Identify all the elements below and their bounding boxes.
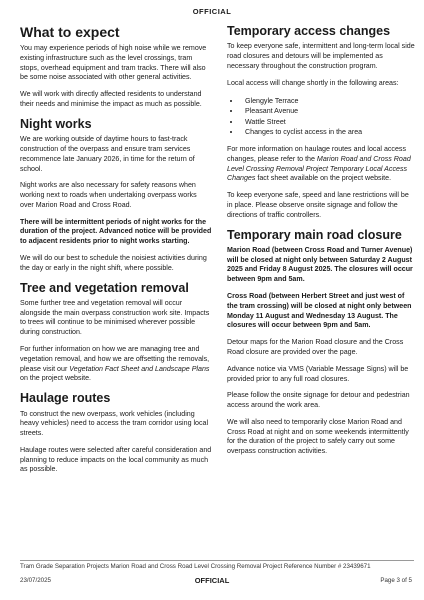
temporary-access-text-prefix: For more information on haulage routes and local access changes, please refer to the	[227, 145, 407, 163]
right-column	[227, 24, 415, 464]
list-item: • Wattle Street	[241, 117, 415, 128]
what-to-expect-heading: What to expect	[20, 24, 120, 40]
temporary-access-paragraph-1: To keep everyone safe, intermittent and long-term local side road closures and detours will be implemented as necessary throughout the construction program.	[227, 42, 415, 70]
cross-road-closure-notice: Cross Road (between Herbert Street and just west of the tram crossing) will be closed at night only between Monday 11 August and Wednesday 13 August. The closures will occur between 9pm and 5am.	[227, 292, 412, 330]
night-works-paragraph-1: We are working outside of daytime hours to fast-track construction of the overpass and ensure tram services recommence late January 2026, in time for the return of school.	[20, 135, 195, 173]
left-column	[20, 24, 212, 482]
tree-removal-text-prefix: For further information on how we are managing tree and vegetation removal, and how we are offsetting the removals, please visit our	[20, 345, 210, 373]
tree-removal-paragraph-2	[20, 345, 212, 384]
vegetation-fact-sheet-reference: Vegetation Fact Sheet and Landscape Plans	[69, 364, 210, 373]
main-road-closure-paragraph-3: Detour maps for the Marion Road closure and the Cross Road closure are provided over the page.	[227, 338, 404, 356]
main-road-closure-paragraph-5: Please follow the onsite signage for detour and pedestrian access around the work area.	[227, 391, 410, 410]
night-works-paragraph-2: Night works are also necessary for safety reasons when working next to roads when undertaking overpass works over Marion Road and Cross Road.	[20, 181, 197, 209]
temporary-access-paragraph-3	[227, 145, 415, 184]
access-change-list	[227, 96, 415, 139]
haulage-routes-heading: Haulage routes	[20, 391, 111, 406]
list-item: • Glengyle Terrace	[241, 96, 415, 107]
temporary-access-heading: Temporary access changes	[227, 24, 391, 38]
what-to-expect-paragraph-1: You may experience periods of high noise while we remove existing infrastructure such as the level crossings, tram stops, overhead equipment and tram tracks. There will also be some noise associated with other general activities.	[20, 44, 207, 82]
night-works-notice: There will be intermittent periods of night works for the duration of the project. Advanced notice will be provided to adjacent residents prior to night works starting.	[20, 217, 212, 246]
footer-divider	[20, 560, 414, 561]
tree-removal-heading: Tree and vegetation removal	[20, 280, 189, 295]
what-to-expect-paragraph-2: We will work with directly affected residents to understand their needs and minimise the impact as much as possible.	[20, 90, 202, 108]
list-item: • Changes to cyclist access in the area	[241, 127, 415, 138]
night-works-heading: Night works	[20, 116, 92, 131]
main-road-closure-paragraph-6: We will also need to temporarily close Marion Road and Cross Road at night and on some weekends intermittently for the duration of the project to safely carry out some overpass construction activities.	[227, 417, 409, 456]
tree-removal-paragraph-1: Some further tree and vegetation removal will occur alongside the main overpass construction work site. Impacts to trees will continue to be minimised wherever possible during construction.	[20, 298, 210, 337]
temporary-access-text-suffix: fact sheet available on the project website.	[255, 174, 392, 183]
footer-date: 23/07/2025	[20, 577, 51, 584]
marion-road-closure-notice: Marion Road (between Cross Road and Turner Avenue) will be closed at night only between Saturday 2 August 2025 and Friday 8 August 2025. The closures will occur between 9pm and 5am.	[227, 245, 413, 284]
temporary-access-paragraph-2: Local access will change shortly in the following areas:	[227, 78, 399, 87]
main-road-closure-paragraph-4: Advance notice via VMS (Variable Message Signs) will be provided prior to any full road closures.	[227, 364, 409, 383]
footer-reference: Tram Grade Separation Projects Marion Road and Cross Road Level Crossing Removal Project Reference Number # 23439671	[20, 563, 371, 570]
classification-footer: OFFICIAL	[194, 576, 230, 585]
list-item: • Pleasant Avenue	[241, 106, 415, 117]
haulage-routes-paragraph-1: To construct the new overpass, work vehicles (including heavy vehicles) need to access the tram corridor using local streets.	[20, 409, 209, 438]
local-access-fact-sheet-reference: Marion Road and Cross Road Level Crossing Removal Project Temporary Local Access Changes	[227, 154, 411, 183]
temporary-access-paragraph-4: To keep everyone safe, speed and lane restrictions will be in place. Please observe onsite signage and follow the directions of traffic controllers.	[227, 191, 409, 219]
page-number: Page 3 of 5	[380, 577, 412, 584]
classification-header: OFFICIAL	[192, 7, 232, 16]
tree-removal-text-suffix: on the project website.	[20, 374, 91, 383]
main-road-closure-heading: Temporary main road closure	[227, 227, 402, 242]
night-works-paragraph-4: We will do our best to schedule the noisiest activities during the day or early in the night shift, where possible.	[20, 253, 207, 272]
haulage-routes-paragraph-2: Haulage routes were selected after careful consideration and planning to reduce impacts on the local community as much as possible.	[20, 445, 212, 474]
